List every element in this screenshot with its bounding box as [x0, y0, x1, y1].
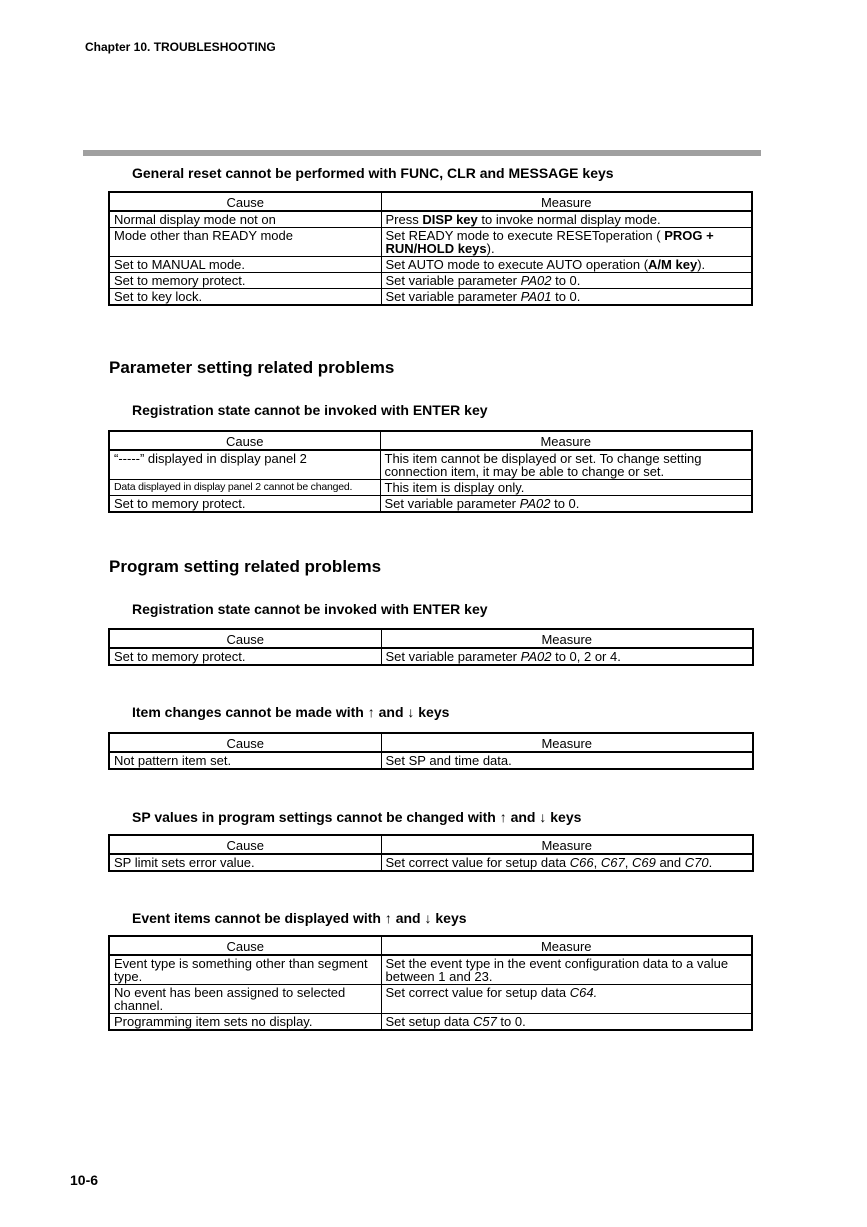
table-row	[109, 955, 752, 985]
parameter-name: PA02	[520, 273, 552, 288]
measure-cell: This item is display only.	[380, 480, 752, 496]
table-sp-values	[108, 834, 754, 872]
cause-cell: Set to memory protect.	[109, 648, 381, 665]
column-header-cause: Cause	[109, 431, 380, 450]
parameter-name: C70	[684, 855, 709, 870]
column-header-measure: Measure	[381, 936, 752, 955]
table-row	[109, 228, 752, 257]
table-header-row	[109, 733, 753, 752]
measure-cell	[381, 211, 752, 228]
table-item-changes	[108, 732, 754, 770]
table-row	[109, 985, 752, 1014]
cause-cell: Set to key lock.	[109, 289, 381, 306]
table-row	[109, 211, 752, 228]
measure-cell	[381, 648, 753, 665]
table-row	[109, 273, 752, 289]
measure-text: Set variable parameter	[385, 289, 521, 304]
table-header-row	[109, 835, 753, 854]
separator-text: ,	[624, 855, 632, 870]
section-title-program: Program setting related problems	[109, 557, 382, 576]
table-row	[109, 480, 752, 496]
table-program-registration	[108, 628, 754, 666]
table-row	[109, 752, 753, 769]
parameter-name: PA02	[520, 649, 552, 664]
cause-cell: Data displayed in display panel 2 cannot be changed.	[109, 480, 380, 496]
measure-cell	[381, 257, 752, 273]
measure-cell	[381, 289, 752, 306]
table-header-row	[109, 192, 752, 211]
table-header-row	[109, 936, 752, 955]
column-header-cause: Cause	[109, 835, 381, 854]
measure-text: ).	[697, 257, 706, 272]
measure-text: to 0.	[496, 1014, 526, 1029]
table-row	[109, 450, 752, 480]
measure-text: Press	[385, 212, 423, 227]
measure-text: Set setup data	[385, 1014, 473, 1029]
measure-text: to invoke normal display mode.	[477, 212, 661, 227]
page-number: 10-6	[70, 1172, 99, 1188]
cause-cell: Programming item sets no display.	[109, 1014, 381, 1031]
measure-text: to 0.	[551, 289, 581, 304]
measure-text: to 0.	[550, 496, 580, 511]
parameter-name: PA01	[520, 289, 552, 304]
parameter-name: C67	[600, 855, 625, 870]
column-header-measure: Measure	[381, 629, 753, 648]
column-header-measure: Measure	[381, 835, 753, 854]
table-row	[109, 648, 753, 665]
cause-cell: Set to MANUAL mode.	[109, 257, 381, 273]
column-header-measure: Measure	[381, 733, 753, 752]
table-row	[109, 854, 753, 871]
column-header-cause: Cause	[109, 629, 381, 648]
column-header-cause: Cause	[109, 936, 381, 955]
cause-cell: No event has been assigned to selected channel.	[109, 985, 381, 1014]
separator-text: ,	[593, 855, 601, 870]
measure-cell	[381, 854, 753, 871]
measure-text: .	[708, 855, 713, 870]
measure-text: to 0, 2 or 4.	[551, 649, 621, 664]
measure-text: Set READY mode to execute RESEToperation (	[385, 228, 665, 243]
table-parameter-registration	[108, 430, 753, 513]
measure-text: Set correct value for setup data	[385, 855, 570, 870]
key-name: PROG + RUN/HOLD keys	[385, 228, 714, 256]
cause-cell: Event type is something other than segment type.	[109, 955, 381, 985]
measure-cell: This item cannot be displayed or set. To change setting connection item, it may be able to change or set.	[380, 450, 752, 480]
column-header-measure: Measure	[380, 431, 752, 450]
measure-text: Set variable parameter	[384, 496, 520, 511]
cause-cell: “-----” displayed in display panel 2	[109, 450, 380, 480]
block1-heading: General reset cannot be performed with FUNC, CLR and MESSAGE keys	[132, 165, 614, 181]
measure-cell	[381, 1014, 752, 1031]
cause-cell: Not pattern item set.	[109, 752, 381, 769]
measure-cell: Set SP and time data.	[381, 752, 753, 769]
table-general-reset	[108, 191, 753, 306]
measure-cell	[381, 985, 752, 1014]
column-header-cause: Cause	[109, 192, 381, 211]
section-divider	[83, 150, 761, 156]
block4-heading: Item changes cannot be made with ↑ and ↓ keys	[132, 704, 450, 720]
cause-cell: Set to memory protect.	[109, 273, 381, 289]
measure-text: Set correct value for setup data	[385, 985, 570, 1000]
table-row	[109, 496, 752, 513]
key-name: A/M key	[648, 257, 698, 272]
table-row	[109, 1014, 752, 1031]
parameter-name: C66	[569, 855, 594, 870]
block5-heading: SP values in program settings cannot be changed with ↑ and ↓ keys	[132, 809, 582, 825]
parameter-name: C64.	[569, 985, 598, 1000]
key-name: DISP key	[422, 212, 478, 227]
chapter-header: Chapter 10. TROUBLESHOOTING	[85, 40, 276, 54]
column-header-measure: Measure	[381, 192, 752, 211]
measure-cell	[381, 273, 752, 289]
measure-cell	[381, 228, 752, 257]
separator-text: and	[655, 855, 685, 870]
column-header-cause: Cause	[109, 733, 381, 752]
measure-text: Set variable parameter	[385, 273, 521, 288]
cause-cell: Normal display mode not on	[109, 211, 381, 228]
block2-heading: Registration state cannot be invoked with ENTER key	[132, 402, 488, 418]
table-row	[109, 257, 752, 273]
cause-cell: SP limit sets error value.	[109, 854, 381, 871]
measure-text: Set AUTO mode to execute AUTO operation (	[385, 257, 649, 272]
block6-heading: Event items cannot be displayed with ↑ and ↓ keys	[132, 910, 467, 926]
parameter-name: C69	[631, 855, 656, 870]
table-header-row	[109, 431, 752, 450]
table-header-row	[109, 629, 753, 648]
measure-cell: Set the event type in the event configuration data to a value between 1 and 23.	[381, 955, 752, 985]
measure-text: to 0.	[551, 273, 581, 288]
table-row	[109, 289, 752, 306]
cause-cell: Mode other than READY mode	[109, 228, 381, 257]
measure-cell	[380, 496, 752, 513]
table-event-items	[108, 935, 753, 1031]
section-title-parameter: Parameter setting related problems	[109, 358, 395, 377]
measure-text: ).	[486, 241, 495, 256]
measure-text: Set variable parameter	[385, 649, 521, 664]
parameter-name: C57	[472, 1014, 497, 1029]
cause-cell: Set to memory protect.	[109, 496, 380, 513]
parameter-name: PA02	[519, 496, 551, 511]
block3-heading: Registration state cannot be invoked with ENTER key	[132, 601, 488, 617]
